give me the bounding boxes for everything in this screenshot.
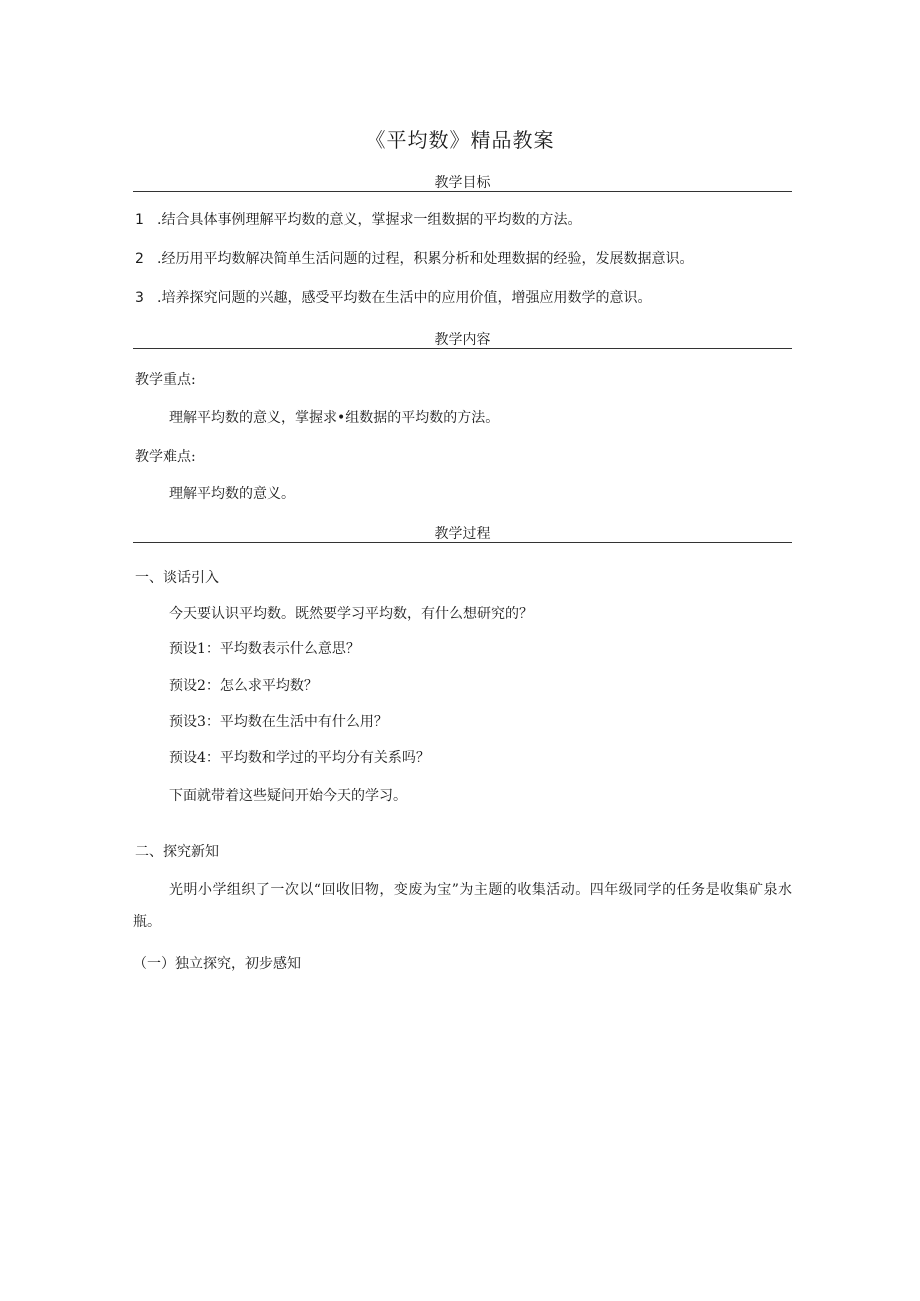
section-heading-goals: 教学目标 [434, 175, 491, 191]
section-heading-process: 教学过程 [434, 526, 491, 542]
goal-text: .经历用平均数解决简单生活问题的过程，积累分析和处理数据的经验，发展数据意识。 [157, 251, 694, 267]
difficult-point-label: 教学难点: [135, 449, 196, 465]
goal-text: .培养探究问题的兴趣，感受平均数在生活中的应用价值，增强应用数学的意识。 [157, 290, 652, 306]
goal-item [135, 249, 693, 269]
goal-item [135, 288, 651, 308]
key-point-label: 教学重点: [135, 372, 196, 388]
key-point-text: 理解平均数的意义，掌握求•组数据的平均数的方法。 [169, 410, 500, 426]
goal-text: .结合具体事例理解平均数的意义，掌握求一组数据的平均数的方法。 [157, 212, 582, 228]
part1-line: 预设2：怎么求平均数？ [169, 678, 318, 694]
part2-paragraph: 光明小学组织了一次以“回收旧物，变废为宝”为主题的收集活动。四年级同学的任务是收集矿泉水瓶。 [133, 882, 792, 930]
section-divider [133, 542, 792, 543]
goal-number: 3 [135, 290, 144, 306]
part1-line: 预设4：平均数和学过的平均分有关系吗？ [169, 750, 430, 766]
document-title: 《平均数》精品教案 [365, 128, 555, 152]
part1-line: 下面就带着这些疑问开始今天的学习。 [169, 788, 407, 804]
part1-line: 今天要认识平均数。既然要学习平均数，有什么想研究的？ [169, 606, 533, 622]
section-heading-content: 教学内容 [434, 332, 491, 348]
part2-heading: 二、探究新知 [135, 844, 219, 860]
part2-subheading: （一）独立探究，初步感知 [133, 956, 301, 972]
section-divider [133, 348, 792, 349]
part1-line: 预设1：平均数表示什么意思？ [169, 641, 360, 657]
part1-line: 预设3：平均数在生活中有什么用？ [169, 714, 388, 730]
goal-number: 2 [135, 251, 144, 267]
part1-heading: 一、谈话引入 [135, 570, 219, 586]
goal-number: 1 [135, 212, 144, 228]
difficult-point-text: 理解平均数的意义。 [169, 486, 295, 502]
section-divider [133, 191, 792, 192]
goal-item [135, 210, 581, 230]
